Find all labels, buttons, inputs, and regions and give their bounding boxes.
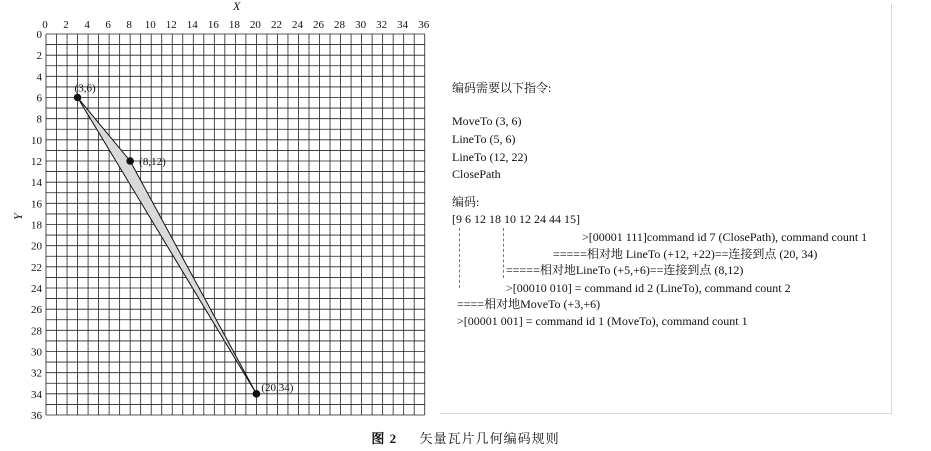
vertex-points xyxy=(74,83,294,398)
y-tick-label: 14 xyxy=(31,177,42,190)
annotation-lineto-5-6: =====相对地LineTo (+5,+6)==连接到点 (8,12) xyxy=(506,263,744,277)
x-tick-label: 32 xyxy=(376,19,388,31)
caption-title: 矢量瓦片几何编码规则 xyxy=(419,431,560,446)
command-moveto: MoveTo (3, 6) xyxy=(452,114,522,128)
vertex-label: (3,6) xyxy=(74,82,96,95)
x-tick-label: 34 xyxy=(397,19,409,31)
command-lineto-1: LineTo (5, 6) xyxy=(452,132,516,146)
y-tick-label: 0 xyxy=(36,29,42,41)
y-tick-label: 28 xyxy=(31,325,42,338)
y-tick-label: 34 xyxy=(31,388,42,401)
x-tick-label: 4 xyxy=(84,19,90,31)
y-tick-label: 26 xyxy=(31,304,42,317)
figure-frame xyxy=(440,4,892,414)
y-tick-label: 20 xyxy=(31,240,42,253)
y-tick-label: 22 xyxy=(31,261,42,274)
x-tick-label: 2 xyxy=(63,19,69,31)
x-tick-label: 26 xyxy=(313,19,325,31)
x-tick-label: 16 xyxy=(207,19,219,31)
y-tick-label: 32 xyxy=(31,367,42,380)
x-tick-label: 18 xyxy=(228,19,240,31)
annotation-lineto-command: >[00010 010] = command id 2 (LineTo), command count 2 xyxy=(506,281,791,295)
encoding-label: 编码: xyxy=(452,195,480,209)
y-tick-label: 4 xyxy=(36,71,42,84)
caption-figure-number: 图 2 xyxy=(371,431,398,446)
command-closepath: ClosePath xyxy=(452,167,501,181)
y-tick-label: 10 xyxy=(31,134,42,147)
x-tick-label: 22 xyxy=(270,19,282,31)
encoded-array: [9 6 12 18 10 12 24 44 15] xyxy=(452,212,580,226)
x-tick-label: 8 xyxy=(126,19,132,31)
x-tick-label: 0 xyxy=(42,19,48,31)
figure-caption xyxy=(0,428,931,447)
y-tick-label: 36 xyxy=(31,410,42,422)
y-tick-label: 16 xyxy=(31,198,42,211)
y-tick-label: 2 xyxy=(36,50,42,63)
y-axis-label: Y xyxy=(11,213,25,220)
x-tick-label: 6 xyxy=(105,19,111,31)
bracket-line-1 xyxy=(459,228,460,288)
x-tick-label: 10 xyxy=(144,19,156,31)
x-tick-label: 24 xyxy=(291,19,303,31)
y-tick-label: 30 xyxy=(31,346,42,359)
vertex-label: (8,12) xyxy=(139,156,166,168)
x-axis-label: X xyxy=(233,0,241,13)
bracket-line-2 xyxy=(503,228,504,278)
annotation-closepath: >[00001 111]command id 7 (ClosePath), command count 1 xyxy=(582,230,868,244)
x-tick-labels xyxy=(42,19,429,31)
x-tick-label: 12 xyxy=(165,19,177,31)
x-tick-label: 36 xyxy=(418,19,430,31)
vertex-dot xyxy=(74,94,82,102)
vertex-dot xyxy=(253,390,261,398)
x-tick-label: 14 xyxy=(186,19,198,31)
y-tick-label: 6 xyxy=(36,92,42,105)
encoding-intro: 编码需要以下指令: xyxy=(452,81,552,95)
annotation-moveto-command: >[00001 001] = command id 1 (MoveTo), command count 1 xyxy=(457,314,748,328)
command-lineto-2: LineTo (12, 22) xyxy=(452,150,528,164)
annotation-moveto-3-6: ====相对地MoveTo (+3,+6) xyxy=(457,297,601,311)
x-tick-label: 28 xyxy=(334,19,346,31)
vertex-label: (20,34) xyxy=(261,381,294,394)
y-tick-label: 24 xyxy=(31,283,42,295)
coordinate-grid-figure xyxy=(0,0,440,425)
x-tick-label: 30 xyxy=(355,19,367,31)
y-tick-labels xyxy=(31,29,43,422)
y-tick-label: 8 xyxy=(36,113,42,126)
vertex-dot xyxy=(126,157,134,165)
y-tick-label: 18 xyxy=(31,219,42,232)
annotation-lineto-12-22: =====相对地 LineTo (+12, +22)==连接到点 (20, 34) xyxy=(553,247,818,261)
y-tick-label: 12 xyxy=(31,156,42,168)
x-tick-label: 20 xyxy=(249,19,261,31)
